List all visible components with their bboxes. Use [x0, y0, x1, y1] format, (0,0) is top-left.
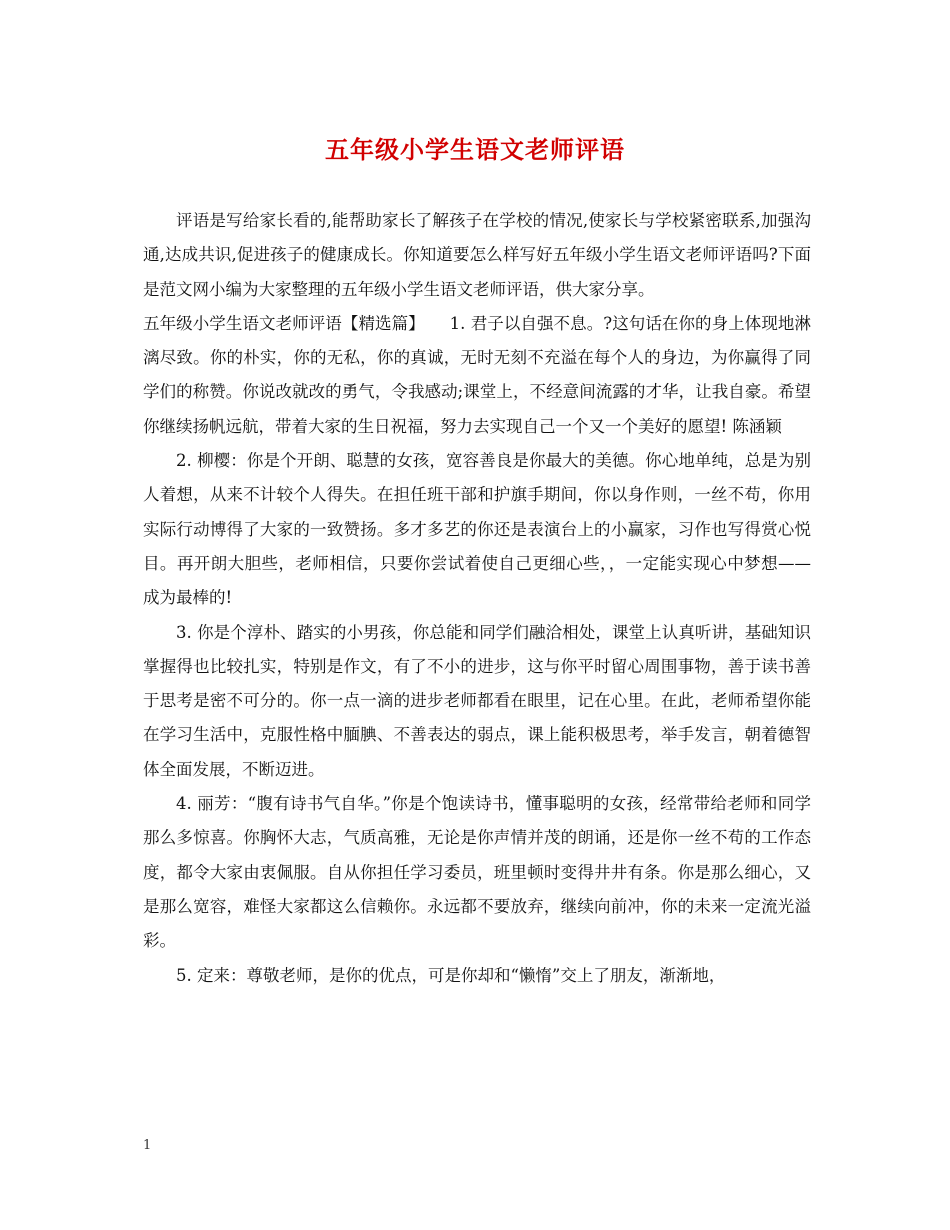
comment-paragraph-1: 五年级小学生语文老师评语【精选篇】 1. 君子以自强不息。?这句话在你的身上体现地淋漓尽致。你的朴实，你的无私，你的真诚，无时无刻不充溢在每个人的身边，为你赢得了同学们的称赞。你说改就改的勇气，令我感动;课堂上，不经意间流露的才华，让我自豪。希望你继续扬帆远航，带着大家的生日祝福，努力去实现自己一个又一个美好的愿望! 陈涵颖	[143, 313, 811, 436]
comment-paragraph-3: 3. 你是个淳朴、踏实的小男孩，你总能和同学们融洽相处，课堂上认真听讲，基础知识掌握得也比较扎实，特别是作文，有了不小的进步，这与你平时留心周围事物，善于读书善于思考是密不可分的。你一点一滴的进步老师都看在眼里，记在心里。在此，老师希望你能在学习生活中，克服性格中腼腆、不善表达的弱点，课上能积极思考，举手发言，朝着德智体全面发展，不断迈进。	[143, 622, 811, 779]
document-title: 五年级小学生语文老师评语	[325, 135, 625, 164]
comment-paragraph-5: 5. 定来：尊敬老师，是你的优点，可是你却和“懒惰”交上了朋友，渐渐地，	[176, 965, 726, 985]
document-body	[143, 204, 811, 993]
intro-paragraph: 评语是写给家长看的,能帮助家长了解孩子在学校的情况,使家长与学校紧密联系,加强沟通,达成共识,促进孩子的健康成长。你知道要怎么样写好五年级小学生语文老师评语吗?下面是范文网小编为大家整理的五年级小学生语文老师评语，供大家分享。	[143, 211, 811, 299]
comment-paragraph-2: 2. 柳樱：你是个开朗、聪慧的女孩，宽容善良是你最大的美德。你心地单纯，总是为别人着想，从来不计较个人得失。在担任班干部和护旗手期间，你以身作则，一丝不苟，你用实际行动博得了大家的一致赞扬。多才多艺的你还是表演台上的小赢家，习作也写得赏心悦目。再开朗大胆些，老师相信，只要你尝试着使自己更细心些，，一定能实现心中梦想——成为最棒的!	[143, 451, 811, 608]
comment-paragraph-4: 4. 丽芳：“腹有诗书气自华。”你是个饱读诗书，懂事聪明的女孩，经常带给老师和同学那么多惊喜。你胸怀大志，气质高雅，无论是你声情并茂的朗诵，还是你一丝不苟的工作态度，都令大家由衷佩服。自从你担任学习委员，班里顿时变得井井有条。你是那么细心，又是那么宽容，难怪大家都这么信赖你。永远都不要放弃，继续向前冲，你的未来一定流光溢彩。	[143, 794, 811, 951]
page-number: 1	[143, 1138, 152, 1153]
